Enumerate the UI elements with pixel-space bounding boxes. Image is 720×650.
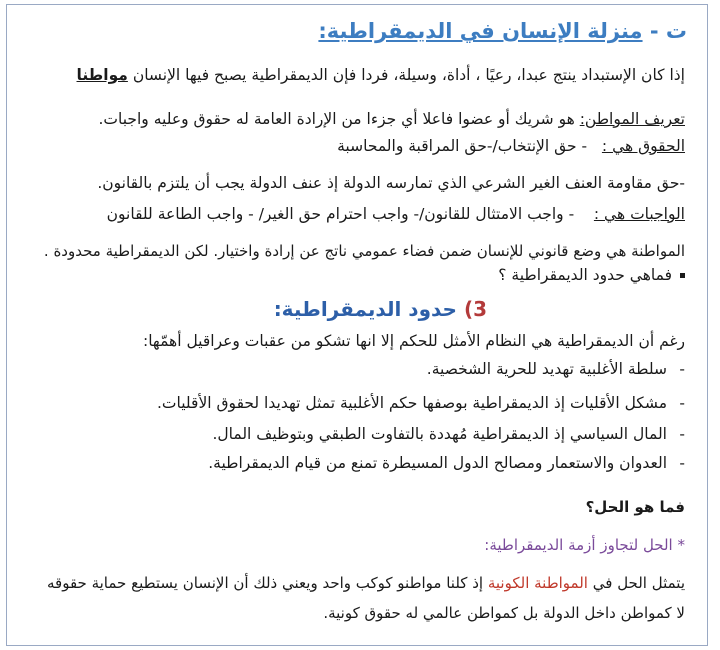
limits-heading xyxy=(274,297,487,321)
intro-text: إذا كان الإستبداد ينتج عبدا، رعيًا ، أداة، وسيلة، فردا فإن الديمقراطية يصبح فيها الإنسان xyxy=(132,66,685,84)
solution-question: فما هو الحل؟ xyxy=(585,498,685,516)
bullet-icon xyxy=(680,273,685,278)
limits-question: فماهي حدود الديمقراطية ؟ xyxy=(498,265,685,285)
intro-keyword: مواطنا xyxy=(76,66,128,84)
intro-paragraph xyxy=(77,65,685,85)
limits-intro: رغم أن الديمقراطية هي النظام الأمثل للحكم إلا انها تشكو من عقبات وعراقيل أهمّها: xyxy=(142,332,685,350)
section-number: 3) xyxy=(463,297,487,321)
list-item: -سلطة الأغلبية تهديد للحرية الشخصية. xyxy=(426,360,685,378)
solution-line-2: لا كمواطن داخل الدولة بل كمواطن عالمي له حقوق كونية. xyxy=(323,604,685,622)
duties-line xyxy=(107,204,685,224)
rights-items: - حق الإنتخاب/-حق المراقبة والمحاسبة xyxy=(337,137,588,155)
duties-label: الواجبات هي : xyxy=(593,205,685,223)
solution-heading: * الحل لتجاوز أزمة الديمقراطية: xyxy=(484,536,685,554)
citizenship-definition: المواطنة هي وضع قانوني للإنسان ضمن فضاء عمومي ناتج عن إرادة واختيار. لكن الديمقراطية محدودة . xyxy=(43,242,685,260)
list-item: -مشكل الأقليات إذ الديمقراطية بوصفها حكم الأغلبية تمثل تهديدا لحقوق الأقليات. xyxy=(157,394,685,412)
title-letter: ت - xyxy=(649,19,687,43)
section-title-text: حدود الديمقراطية: xyxy=(273,297,457,321)
duties-items: - واجب الامتثال للقانون/- واجب احترام حق الغير/ - واجب الطاعة للقانون xyxy=(106,205,575,223)
rights-label: الحقوق هي : xyxy=(601,137,685,155)
solution-line-1: يتمثل الحل في المواطنة الكونية إذ كلنا مواطنو كوكب واحد ويعني ذلك أن الإنسان يستطيع حماية حقوقه xyxy=(47,574,685,592)
definition-text: هو شريك أو عضوا فاعلا أي جزءا من الإرادة العامة له حقوق وعليه واجبات. xyxy=(98,110,575,128)
rights-continued: -حق مقاومة العنف الغير الشرعي الذي تمارسه الدولة إذ عنف الدولة يجب أن يلتزم بالقانون. xyxy=(97,174,685,192)
title-text: منزلة الإنسان في الديمقراطية: xyxy=(318,19,643,43)
document-frame xyxy=(6,4,708,646)
citizen-definition xyxy=(98,109,685,129)
rights-line xyxy=(337,136,685,156)
definition-label: تعريف المواطن: xyxy=(579,110,685,128)
list-item: -العدوان والاستعمار ومصالح الدول المسيطرة تمنع من قيام الديمقراطية. xyxy=(208,454,685,472)
section-title xyxy=(318,19,687,43)
solution-highlight: المواطنة الكونية xyxy=(487,574,588,592)
list-item: -المال السياسي إذ الديمقراطية مُهددة بالتفاوت الطبقي وبتوظيف المال. xyxy=(212,425,685,443)
